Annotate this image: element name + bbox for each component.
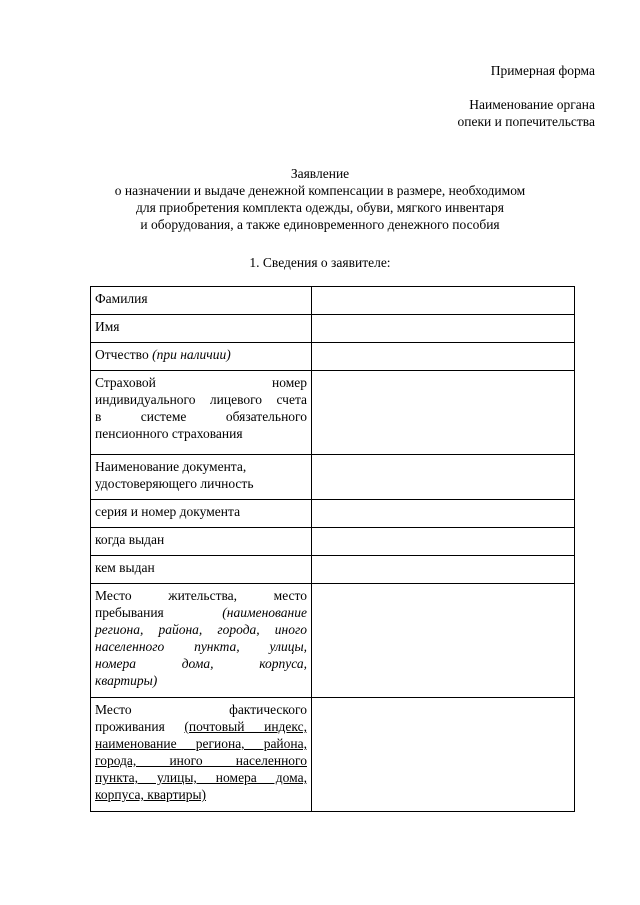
- snils-line: в системе обязательного: [95, 409, 307, 424]
- actual-note-line: корпуса, квартиры): [95, 787, 207, 802]
- actual-line: [95, 718, 307, 735]
- snils-line: пенсионного страхования: [95, 426, 243, 441]
- title-line-4: и оборудования, а также единовременного денежного пособия: [140, 217, 500, 232]
- snils-line: Страховой номер: [95, 375, 307, 390]
- residence-value[interactable]: [312, 584, 575, 698]
- doc-series-value[interactable]: [312, 500, 575, 528]
- residence-note-line: населенного пункта, улицы,: [95, 639, 307, 654]
- actual-line-text: проживания: [95, 719, 165, 734]
- doc-series-label: серия и номер документа: [91, 500, 312, 528]
- actual-note: (почтовый индекс,: [184, 719, 307, 734]
- authority-block: [458, 96, 595, 130]
- table-row: [91, 698, 575, 812]
- patronymic-text: Отчество: [95, 347, 149, 362]
- authority-line-2: опеки и попечительства: [457, 114, 595, 129]
- document-title: [50, 165, 590, 233]
- doc-issued-by-value[interactable]: [312, 556, 575, 584]
- doc-name-line: Наименование документа,: [95, 459, 247, 474]
- form-label: Примерная форма: [490, 63, 595, 78]
- title-line-3: для приобретения комплекта одежды, обуви, мягкого инвентаря: [135, 200, 504, 215]
- table-row: [91, 500, 575, 528]
- doc-issued-when-value[interactable]: [312, 528, 575, 556]
- authority-line-1: Наименование органа: [469, 97, 595, 112]
- snils-line: индивидуального лицевого счета: [95, 392, 307, 407]
- snils-label: [91, 371, 312, 455]
- residence-line: Место жительства, место: [95, 588, 307, 603]
- table-row: [91, 315, 575, 343]
- table-row: [91, 455, 575, 500]
- surname-value[interactable]: [312, 287, 575, 315]
- title-line-1: Заявление: [290, 166, 350, 181]
- patronymic-value[interactable]: [312, 343, 575, 371]
- applicant-info-table: [90, 286, 575, 812]
- residence-note-line: номера дома, корпуса,: [95, 656, 307, 671]
- doc-issued-by-label: кем выдан: [91, 556, 312, 584]
- actual-line: Место фактического: [95, 702, 307, 717]
- table-row: [91, 287, 575, 315]
- actual-note-line: наименование региона, района,: [95, 736, 307, 751]
- residence-note-line: региона, района, города, иного: [95, 622, 307, 637]
- doc-name-line: удостоверяющего личность: [95, 476, 254, 491]
- doc-name-label: [91, 455, 312, 500]
- name-value[interactable]: [312, 315, 575, 343]
- section-heading: 1. Сведения о заявителе:: [249, 255, 391, 270]
- title-line-2: о назначении и выдаче денежной компенсации в размере, необходимом: [114, 183, 526, 198]
- surname-label: Фамилия: [91, 287, 312, 315]
- actual-residence-label: [91, 698, 312, 812]
- doc-name-value[interactable]: [312, 455, 575, 500]
- residence-note-line: квартиры): [95, 673, 158, 688]
- doc-issued-when-label: когда выдан: [91, 528, 312, 556]
- table-row: [91, 371, 575, 455]
- actual-note-line: пункта, улицы, номера дома,: [95, 770, 307, 785]
- residence-label: [91, 584, 312, 698]
- patronymic-note: (при наличии): [152, 347, 231, 362]
- patronymic-label: [91, 343, 312, 371]
- snils-value[interactable]: [312, 371, 575, 455]
- residence-line-text: пребывания: [95, 605, 164, 620]
- residence-note: (наименование: [222, 605, 307, 620]
- table-row: [91, 556, 575, 584]
- name-label: Имя: [91, 315, 312, 343]
- residence-line: [95, 604, 307, 621]
- actual-residence-value[interactable]: [312, 698, 575, 812]
- table-row: [91, 343, 575, 371]
- table-row: [91, 584, 575, 698]
- table-row: [91, 528, 575, 556]
- actual-note-line: города, иного населенного: [95, 753, 307, 768]
